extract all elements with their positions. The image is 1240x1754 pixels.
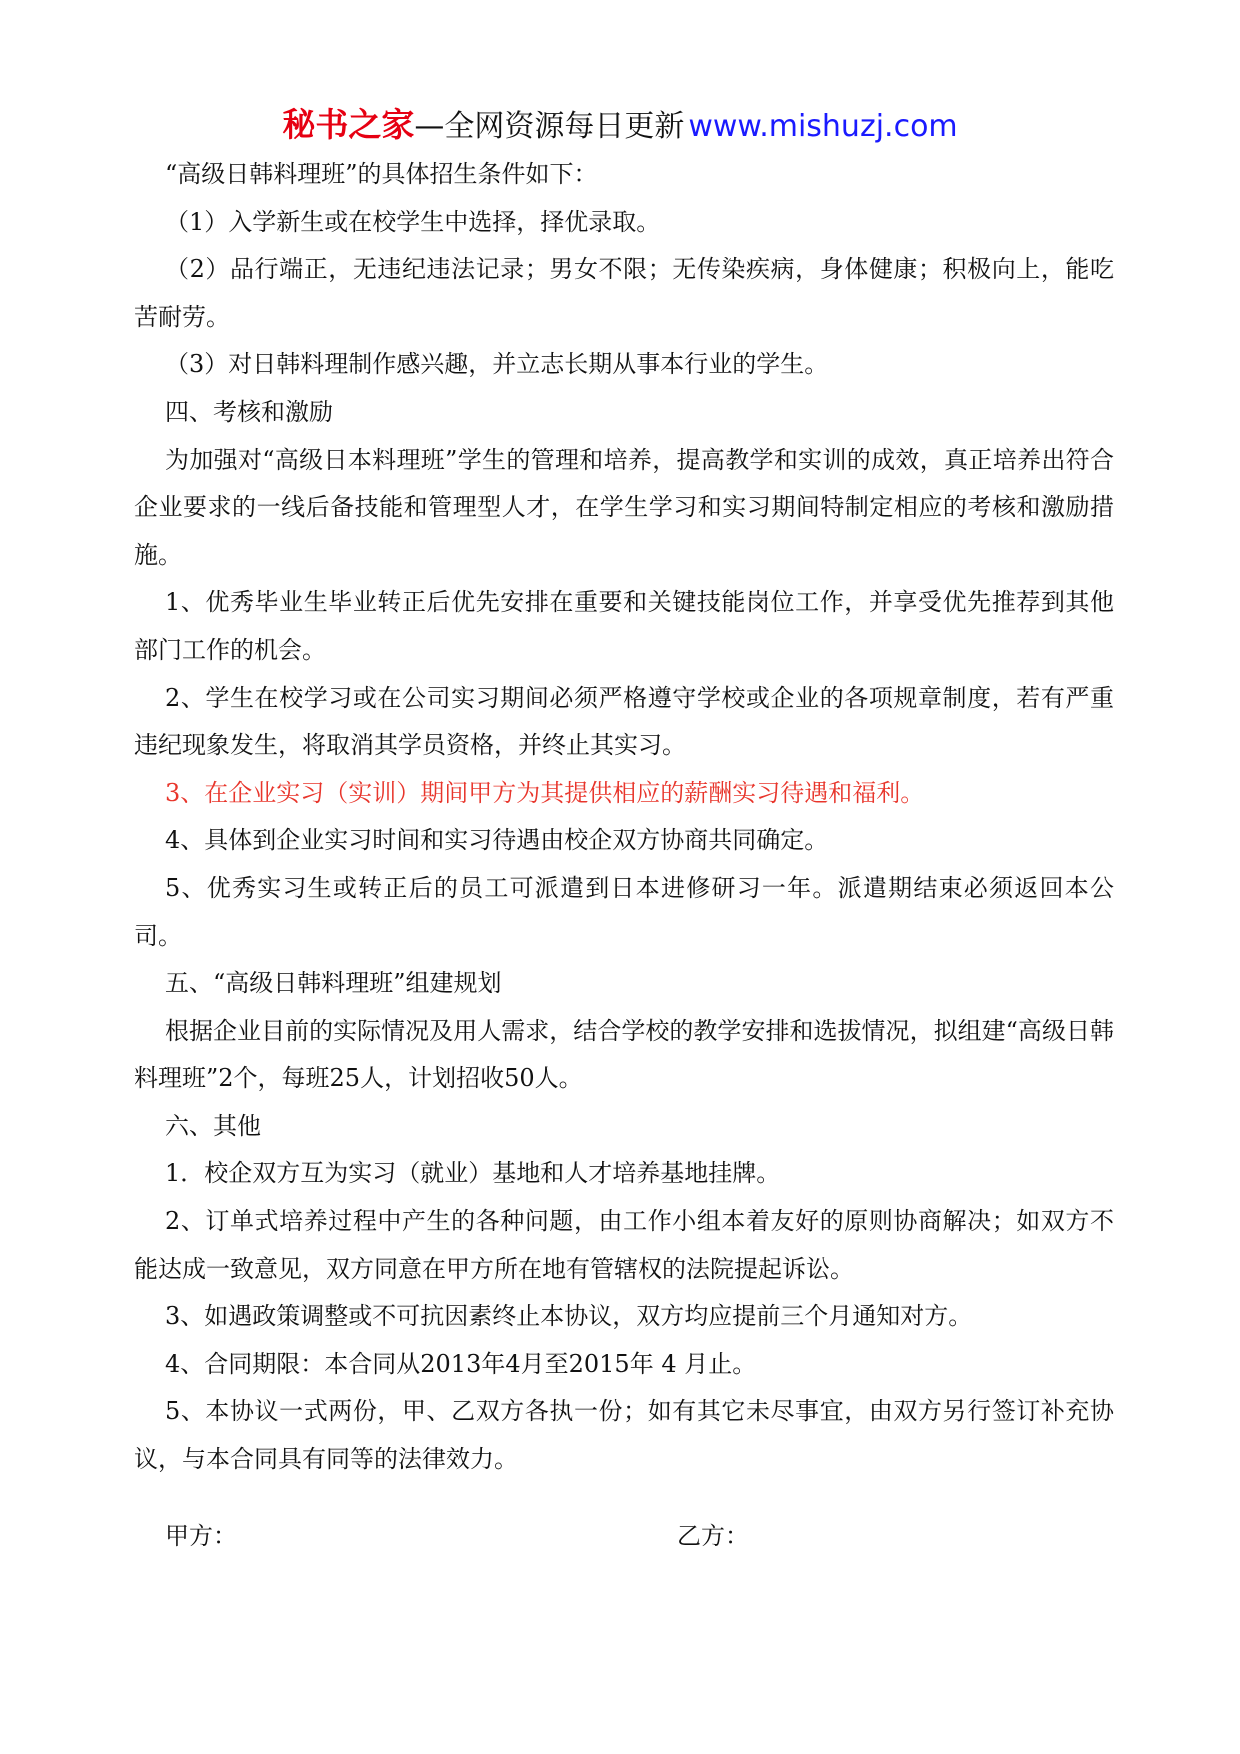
paragraph-assessment-2: 2、学生在校学习或在公司实习期间必须严格遵守学校或企业的各项规章制度，若有严重违纪现象发生，将取消其学员资格，并终止其实习。 (134, 683, 1114, 760)
paragraph-assessment-1: 1、优秀毕业生毕业转正后优先安排在重要和关键技能岗位工作，并享受优先推荐到其他部门工作的机会。 (134, 588, 1114, 664)
paragraph-other-1: 1．校企双方互为实习（就业）基地和人才培养基地挂牌。 (165, 1159, 781, 1188)
header-slogan: —全网资源每日更新 (414, 109, 685, 144)
signature-party-b: 乙方： (677, 1522, 749, 1550)
paragraph-assessment-3-highlight: 3、在企业实习（实训）期间甲方为其提供相应的薪酬实习待遇和福利。 (165, 778, 925, 807)
paragraph-other-5: 5、本协议一式两份，甲、乙双方各执一份；如有其它未尽事宜，由双方另行签订补充协议，与本合同具有同等的法律效力。 (134, 1397, 1114, 1474)
page-header (0, 100, 1240, 157)
paragraph-assessment-4: 4、具体到企业实习时间和实习待遇由校企双方协商共同确定。 (165, 826, 829, 855)
paragraph-assessment-intro: 为加强对“高级日本料理班”学生的管理和培养，提高教学和实训的成效，真正培养出符合企业要求的一线后备技能和管理型人才，在学生学习和实习期间特制定相应的考核和激励措施。 (134, 445, 1114, 569)
document-body (134, 151, 1114, 1484)
paragraph-enrollment-3: （3）对日韩料理制作感兴趣，并立志长期从事本行业的学生。 (165, 350, 829, 379)
paragraph-other-4: 4、合同期限：本合同从2013年4月至2015年 4 月止。 (165, 1349, 757, 1378)
paragraph-planning: 根据企业目前的实际情况及用人需求，结合学校的教学安排和选拔情况，拟组建“高级日韩料理班”2个，每班25人，计划招收50人。 (134, 1016, 1114, 1093)
paragraph-enrollment-intro: “高级日韩料理班”的具体招生条件如下： (165, 160, 598, 188)
section-heading-other: 六、其他 (165, 1111, 261, 1140)
signature-party-a: 甲方： (165, 1522, 237, 1550)
paragraph-enrollment-1: （1）入学新生或在校学生中选择，择优录取。 (165, 207, 661, 236)
section-heading-planning: 五、“高级日韩料理班”组建规划 (165, 969, 502, 998)
section-heading-assessment: 四、考核和激励 (165, 397, 333, 426)
header-brand: 秘书之家 (282, 105, 415, 144)
paragraph-other-2: 2、订单式培养过程中产生的各种问题，由工作小组本着友好的原则协商解决；如双方不能达成一致意见，双方同意在甲方所在地有管辖权的法院提起诉讼。 (134, 1207, 1114, 1283)
paragraph-enrollment-2: （2）品行端正，无违纪违法记录；男女不限；无传染疾病，身体健康；积极向上，能吃苦耐劳。 (134, 255, 1114, 331)
paragraph-other-3: 3、如遇政策调整或不可抗因素终止本协议，双方均应提前三个月通知对方。 (165, 1302, 973, 1331)
paragraph-assessment-5: 5、优秀实习生或转正后的员工可派遣到日本进修研习一年。派遣期结束必须返回本公司。 (134, 873, 1114, 950)
header-url-link[interactable]: www.mishuzj.com (688, 109, 958, 144)
